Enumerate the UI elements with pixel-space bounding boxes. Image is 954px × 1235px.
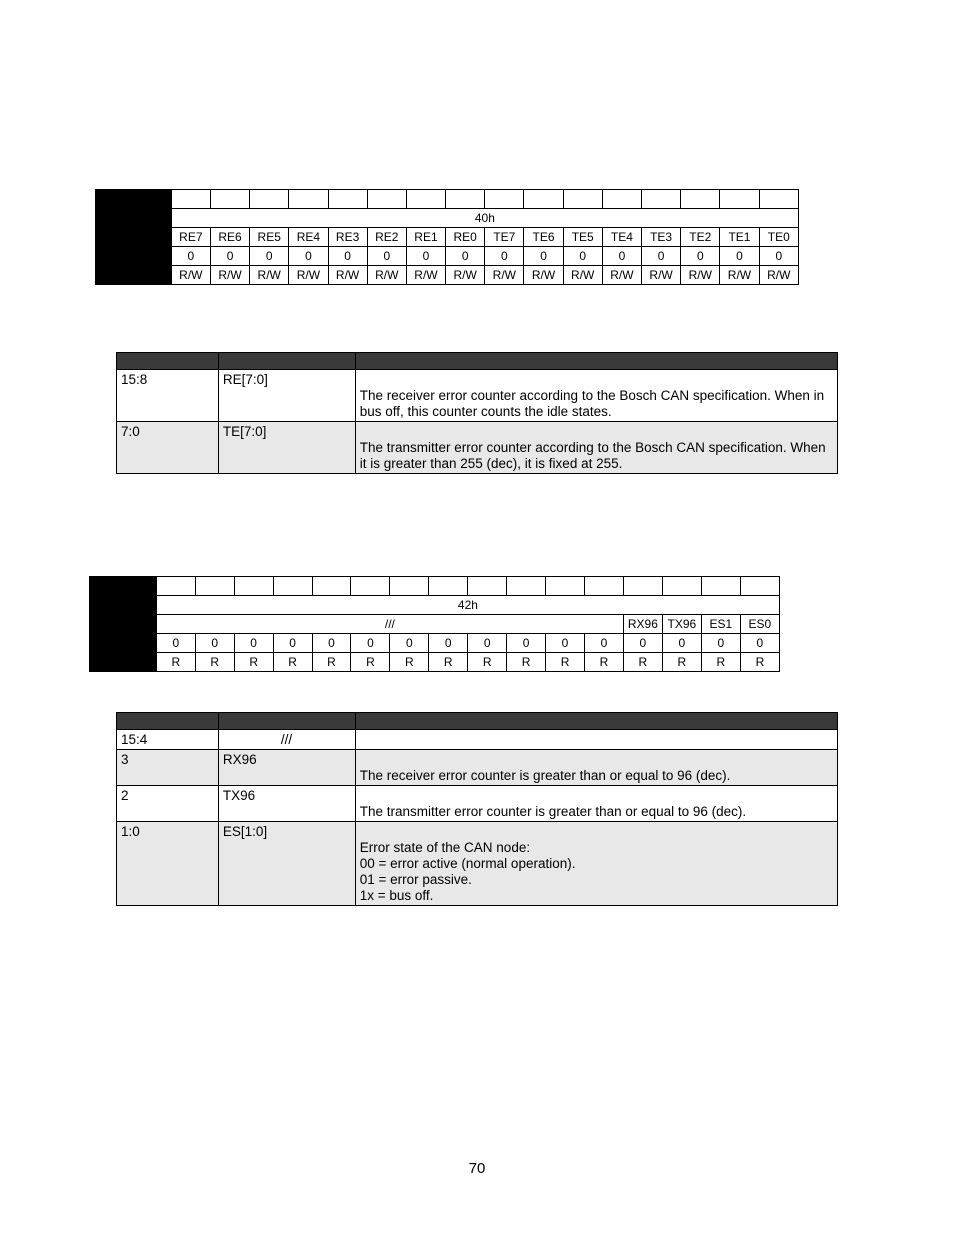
reset-value-cell: 0 xyxy=(642,247,681,266)
bit-range: 15:8 xyxy=(117,370,219,422)
bit-range: 2 xyxy=(117,786,219,822)
bit-name-row xyxy=(90,615,780,634)
bit-number-cell xyxy=(485,190,524,209)
reset-value-cell: 0 xyxy=(485,247,524,266)
reserved-bits-cell: /// xyxy=(156,615,623,634)
reset-value-cell: 0 xyxy=(563,247,602,266)
access-cell: R xyxy=(507,653,546,672)
bit-number-cell xyxy=(250,190,289,209)
access-cell: R/W xyxy=(642,266,681,285)
bit-number-cell xyxy=(156,577,195,596)
bit-name-cell: ES1 xyxy=(701,615,740,634)
address-row xyxy=(90,596,780,615)
access-cell: R xyxy=(429,653,468,672)
bitfield-row xyxy=(117,370,838,422)
description-line: 00 = error active (normal operation). xyxy=(359,856,576,871)
reset-value-row xyxy=(96,247,799,266)
bit-number-cell xyxy=(524,190,563,209)
header-cell xyxy=(218,353,355,370)
field-name: ES[1:0] xyxy=(218,822,355,906)
bit-range: 3 xyxy=(117,750,219,786)
bit-number-cell xyxy=(328,190,367,209)
reset-value-cell: 0 xyxy=(584,634,623,653)
reset-value-cell: 0 xyxy=(289,247,328,266)
bit-number-cell xyxy=(584,577,623,596)
reset-value-cell: 0 xyxy=(234,634,273,653)
access-cell: R xyxy=(351,653,390,672)
register-table-2 xyxy=(89,576,780,672)
bit-name-cell: ES0 xyxy=(740,615,779,634)
description-line: The transmitter error counter according to the Bosch CAN specification. When it is greater than 255 (dec), it is fixed at 255. xyxy=(359,440,826,471)
description-line: 01 = error passive. xyxy=(359,872,472,887)
access-cell: R/W xyxy=(210,266,249,285)
field-description xyxy=(355,370,837,422)
access-cell: R/W xyxy=(485,266,524,285)
bit-number-cell xyxy=(701,577,740,596)
bit-number-cell xyxy=(210,190,249,209)
field-description xyxy=(355,422,837,474)
bit-number-cell xyxy=(759,190,798,209)
bit-name-cell: TE3 xyxy=(642,228,681,247)
reset-value-cell: 0 xyxy=(740,634,779,653)
header-cell xyxy=(355,353,837,370)
bit-number-cell xyxy=(367,190,406,209)
bit-number-row xyxy=(90,577,780,596)
bitfield-row xyxy=(117,422,838,474)
bit-name-cell: TX96 xyxy=(662,615,701,634)
reset-value-cell: 0 xyxy=(273,634,312,653)
reset-value-cell: 0 xyxy=(210,247,249,266)
field-description xyxy=(355,822,837,906)
register-address: 42h xyxy=(156,596,779,615)
reset-value-cell: 0 xyxy=(312,634,351,653)
access-cell: R xyxy=(468,653,507,672)
bit-name-cell: RX96 xyxy=(623,615,662,634)
reset-value-cell: 0 xyxy=(367,247,406,266)
access-row xyxy=(90,653,780,672)
bit-name-cell: RE4 xyxy=(289,228,328,247)
row-label-cell xyxy=(90,577,157,596)
field-description xyxy=(355,786,837,822)
reset-value-cell: 0 xyxy=(662,634,701,653)
bitfield-table-1 xyxy=(116,352,838,474)
access-cell: R xyxy=(273,653,312,672)
reset-value-cell: 0 xyxy=(759,247,798,266)
access-cell: R xyxy=(701,653,740,672)
access-cell: R xyxy=(195,653,234,672)
bit-name-row xyxy=(96,228,799,247)
bit-number-cell xyxy=(681,190,720,209)
description-line: The transmitter error counter is greater than or equal to 96 (dec). xyxy=(359,804,747,819)
bitfield-table-2 xyxy=(116,712,838,906)
reset-value-cell: 0 xyxy=(250,247,289,266)
access-cell: R xyxy=(584,653,623,672)
bit-name-cell: TE0 xyxy=(759,228,798,247)
field-description xyxy=(355,730,837,750)
spacer xyxy=(360,824,833,840)
access-cell: R/W xyxy=(289,266,328,285)
bitfield-row xyxy=(117,730,838,750)
bit-number-cell xyxy=(273,577,312,596)
reset-value-cell: 0 xyxy=(468,634,507,653)
access-cell: R xyxy=(740,653,779,672)
bit-number-cell xyxy=(662,577,701,596)
reset-value-cell: 0 xyxy=(429,634,468,653)
bitfield-header-row xyxy=(117,713,838,730)
bit-name-cell: RE6 xyxy=(210,228,249,247)
bit-name-cell: TE7 xyxy=(485,228,524,247)
field-name: TX96 xyxy=(218,786,355,822)
address-row xyxy=(96,209,799,228)
spacer xyxy=(360,788,833,804)
bit-name-cell: RE5 xyxy=(250,228,289,247)
access-cell: R/W xyxy=(367,266,406,285)
field-description xyxy=(355,750,837,786)
bit-name-cell: TE2 xyxy=(681,228,720,247)
row-label-cell xyxy=(90,653,157,672)
field-name: TE[7:0] xyxy=(218,422,355,474)
access-cell: R/W xyxy=(563,266,602,285)
page-number: 70 xyxy=(468,1160,486,1177)
register-address: 40h xyxy=(171,209,798,228)
access-cell: R/W xyxy=(720,266,759,285)
bit-number-cell xyxy=(623,577,662,596)
reset-value-cell: 0 xyxy=(390,634,429,653)
reset-value-cell: 0 xyxy=(524,247,563,266)
spacer xyxy=(360,372,833,388)
access-row xyxy=(96,266,799,285)
bit-name-cell: TE4 xyxy=(602,228,641,247)
access-cell: R/W xyxy=(328,266,367,285)
field-name: RX96 xyxy=(218,750,355,786)
bit-name-cell: TE6 xyxy=(524,228,563,247)
field-name: /// xyxy=(218,730,355,750)
access-cell: R xyxy=(390,653,429,672)
bit-number-cell xyxy=(720,190,759,209)
bit-number-cell xyxy=(546,577,585,596)
bitfield-header-row xyxy=(117,353,838,370)
reset-value-cell: 0 xyxy=(351,634,390,653)
reset-value-cell: 0 xyxy=(546,634,585,653)
header-cell xyxy=(355,713,837,730)
description-line: The receiver error counter according to the Bosch CAN specification. When in bus off, this counter counts the idle states. xyxy=(359,388,825,419)
bit-number-cell xyxy=(289,190,328,209)
bit-number-cell xyxy=(563,190,602,209)
description-line: The receiver error counter is greater than or equal to 96 (dec). xyxy=(359,768,731,783)
reset-value-cell: 0 xyxy=(507,634,546,653)
reset-value-cell: 0 xyxy=(328,247,367,266)
access-cell: R xyxy=(623,653,662,672)
access-cell: R/W xyxy=(250,266,289,285)
row-label-cell xyxy=(90,615,157,634)
reset-value-cell: 0 xyxy=(171,247,210,266)
access-cell: R xyxy=(662,653,701,672)
row-label-cell xyxy=(96,247,172,266)
bitfield-row xyxy=(117,786,838,822)
bitfield-row xyxy=(117,750,838,786)
field-name: RE[7:0] xyxy=(218,370,355,422)
header-cell xyxy=(218,713,355,730)
header-cell xyxy=(117,353,219,370)
bit-number-cell xyxy=(195,577,234,596)
bit-name-cell: RE2 xyxy=(367,228,406,247)
access-cell: R xyxy=(234,653,273,672)
bit-name-cell: RE7 xyxy=(171,228,210,247)
access-cell: R/W xyxy=(602,266,641,285)
access-cell: R xyxy=(312,653,351,672)
reset-value-cell: 0 xyxy=(720,247,759,266)
access-cell: R/W xyxy=(406,266,445,285)
reset-value-cell: 0 xyxy=(195,634,234,653)
reset-value-cell: 0 xyxy=(156,634,195,653)
bit-name-cell: TE5 xyxy=(563,228,602,247)
bit-number-row xyxy=(96,190,799,209)
bit-number-cell xyxy=(446,190,485,209)
row-label-cell xyxy=(96,209,172,228)
row-label-cell xyxy=(96,190,172,209)
access-cell: R/W xyxy=(681,266,720,285)
bitfield-row xyxy=(117,822,838,906)
bit-range: 15:4 xyxy=(117,730,219,750)
bit-name-cell: RE3 xyxy=(328,228,367,247)
access-cell: R/W xyxy=(759,266,798,285)
reset-value-cell: 0 xyxy=(446,247,485,266)
access-cell: R/W xyxy=(524,266,563,285)
reset-value-cell: 0 xyxy=(681,247,720,266)
access-cell: R xyxy=(546,653,585,672)
access-cell: R/W xyxy=(446,266,485,285)
row-label-cell xyxy=(90,634,157,653)
bit-number-cell xyxy=(642,190,681,209)
bit-name-cell: RE0 xyxy=(446,228,485,247)
bit-number-cell xyxy=(390,577,429,596)
bit-number-cell xyxy=(171,190,210,209)
bit-number-cell xyxy=(406,190,445,209)
header-cell xyxy=(117,713,219,730)
row-label-cell xyxy=(96,228,172,247)
row-label-cell xyxy=(96,266,172,285)
reset-value-cell: 0 xyxy=(701,634,740,653)
bit-number-cell xyxy=(468,577,507,596)
bit-number-cell xyxy=(507,577,546,596)
bit-range: 1:0 xyxy=(117,822,219,906)
register-table-1 xyxy=(95,189,799,285)
access-cell: R xyxy=(156,653,195,672)
spacer xyxy=(360,752,833,768)
access-cell: R/W xyxy=(171,266,210,285)
bit-number-cell xyxy=(351,577,390,596)
reset-value-cell: 0 xyxy=(602,247,641,266)
bit-number-cell xyxy=(740,577,779,596)
bit-number-cell xyxy=(312,577,351,596)
spacer xyxy=(360,424,833,440)
reset-value-row xyxy=(90,634,780,653)
bit-name-cell: TE1 xyxy=(720,228,759,247)
bit-name-cell: RE1 xyxy=(406,228,445,247)
row-label-cell xyxy=(90,596,157,615)
bit-number-cell xyxy=(602,190,641,209)
reset-value-cell: 0 xyxy=(406,247,445,266)
description-line: Error state of the CAN node: xyxy=(359,840,531,855)
description-line: 1x = bus off. xyxy=(359,888,434,903)
bit-number-cell xyxy=(429,577,468,596)
bit-range: 7:0 xyxy=(117,422,219,474)
bit-number-cell xyxy=(234,577,273,596)
reset-value-cell: 0 xyxy=(623,634,662,653)
